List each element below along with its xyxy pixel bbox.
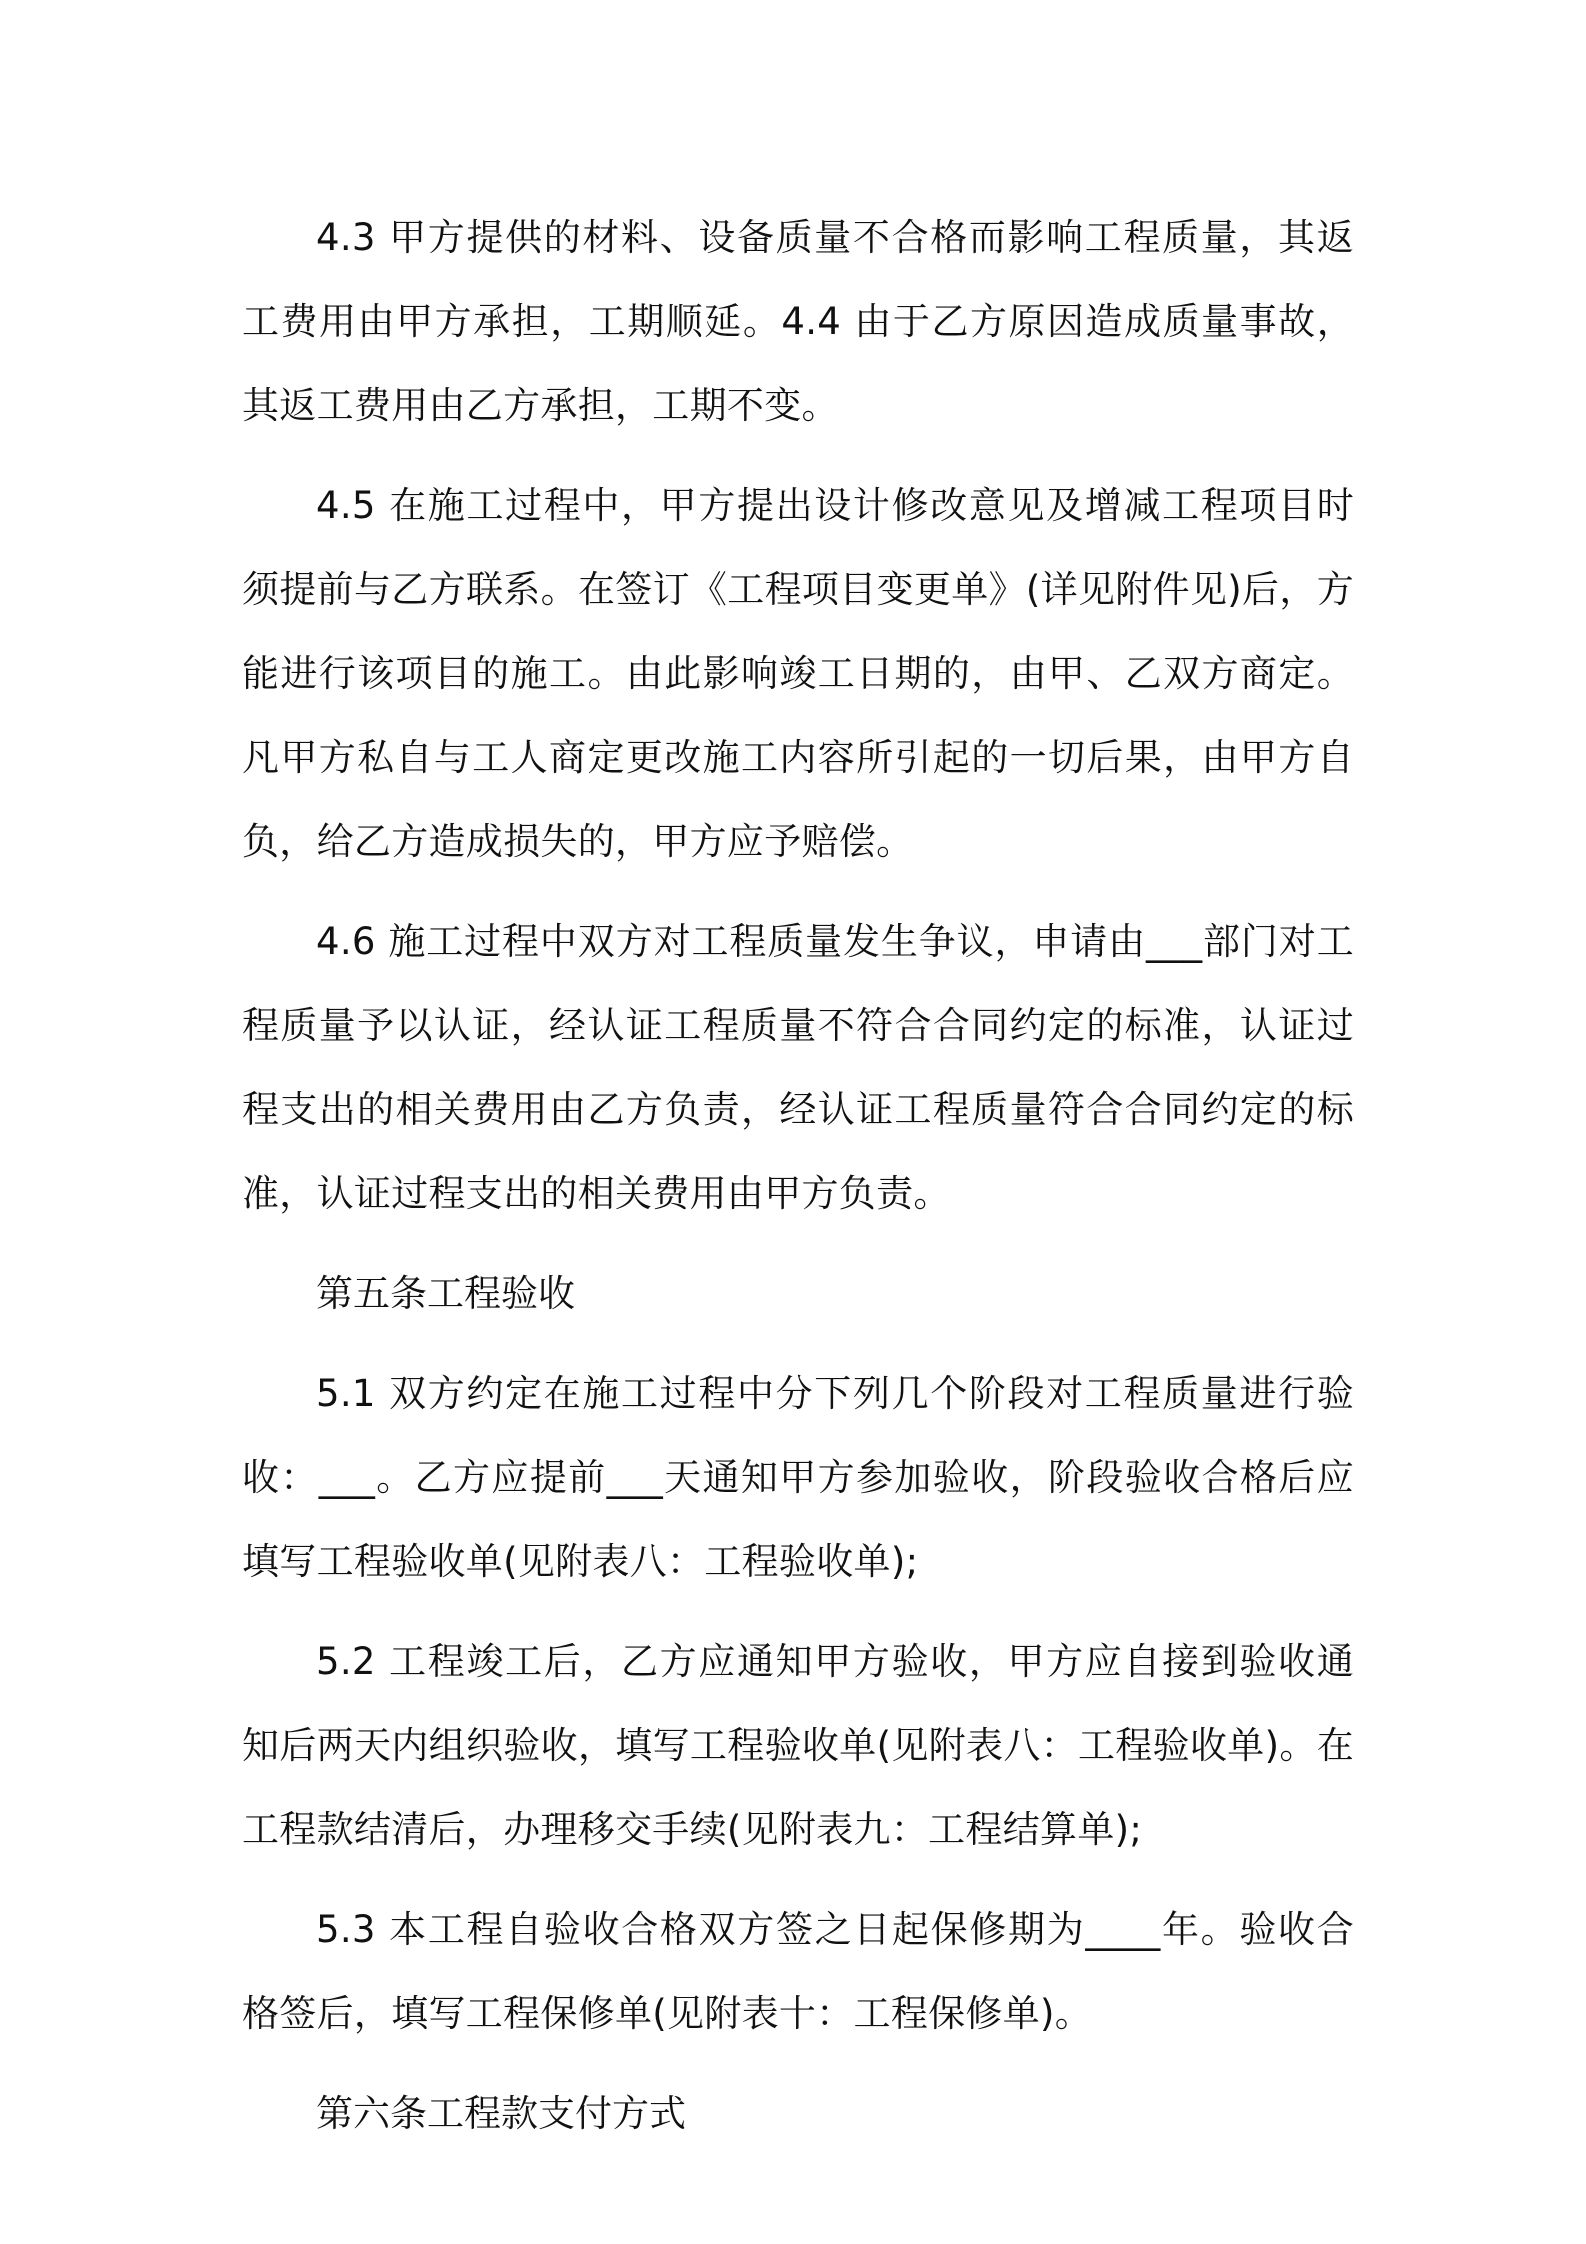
document-page [242, 196, 1354, 2172]
section-heading-5: 第五条工程验收 [316, 1272, 575, 1315]
clause-5-3: 5.3 本工程自验收合格双方签之日起保修期为____年。验收合格签后，填写工程保修单(见附表十：工程保修单)。 [242, 1908, 1354, 2035]
clause-5-1: 5.1 双方约定在施工过程中分下列几个阶段对工程质量进行验收：___。乙方应提前___天通知甲方参加验收，阶段验收合格后应填写工程验收单(见附表八：工程验收单); [242, 1372, 1354, 1583]
section-heading-6: 第六条工程款支付方式 [316, 2092, 686, 2135]
clause-4-6: 4.6 施工过程中双方对工程质量发生争议，申请由___部门对工程质量予以认证，经认证工程质量不符合合同约定的标准，认证过程支出的相关费用由乙方负责，经认证工程质量符合合同约定的标准，认证过程支出的相关费用由甲方负责。 [242, 920, 1354, 1215]
clause-5-2: 5.2 工程竣工后，乙方应通知甲方验收，甲方应自接到验收通知后两天内组织验收，填写工程验收单(见附表八：工程验收单)。在工程款结清后，办理移交手续(见附表九：工程结算单); [242, 1640, 1354, 1851]
clause-4-3-4-4: 4.3 甲方提供的材料、设备质量不合格而影响工程质量，其返工费用由甲方承担，工期顺延。4.4 由于乙方原因造成质量事故，其返工费用由乙方承担，工期不变。 [242, 216, 1354, 427]
clause-4-5: 4.5 在施工过程中，甲方提出设计修改意见及增减工程项目时须提前与乙方联系。在签订《工程项目变更单》(详见附件见)后，方能进行该项目的施工。由此影响竣工日期的，由甲、乙双方商定。凡甲方私自与工人商定更改施工内容所引起的一切后果，由甲方自负，给乙方造成损失的，甲方应予赔偿。 [242, 484, 1354, 863]
